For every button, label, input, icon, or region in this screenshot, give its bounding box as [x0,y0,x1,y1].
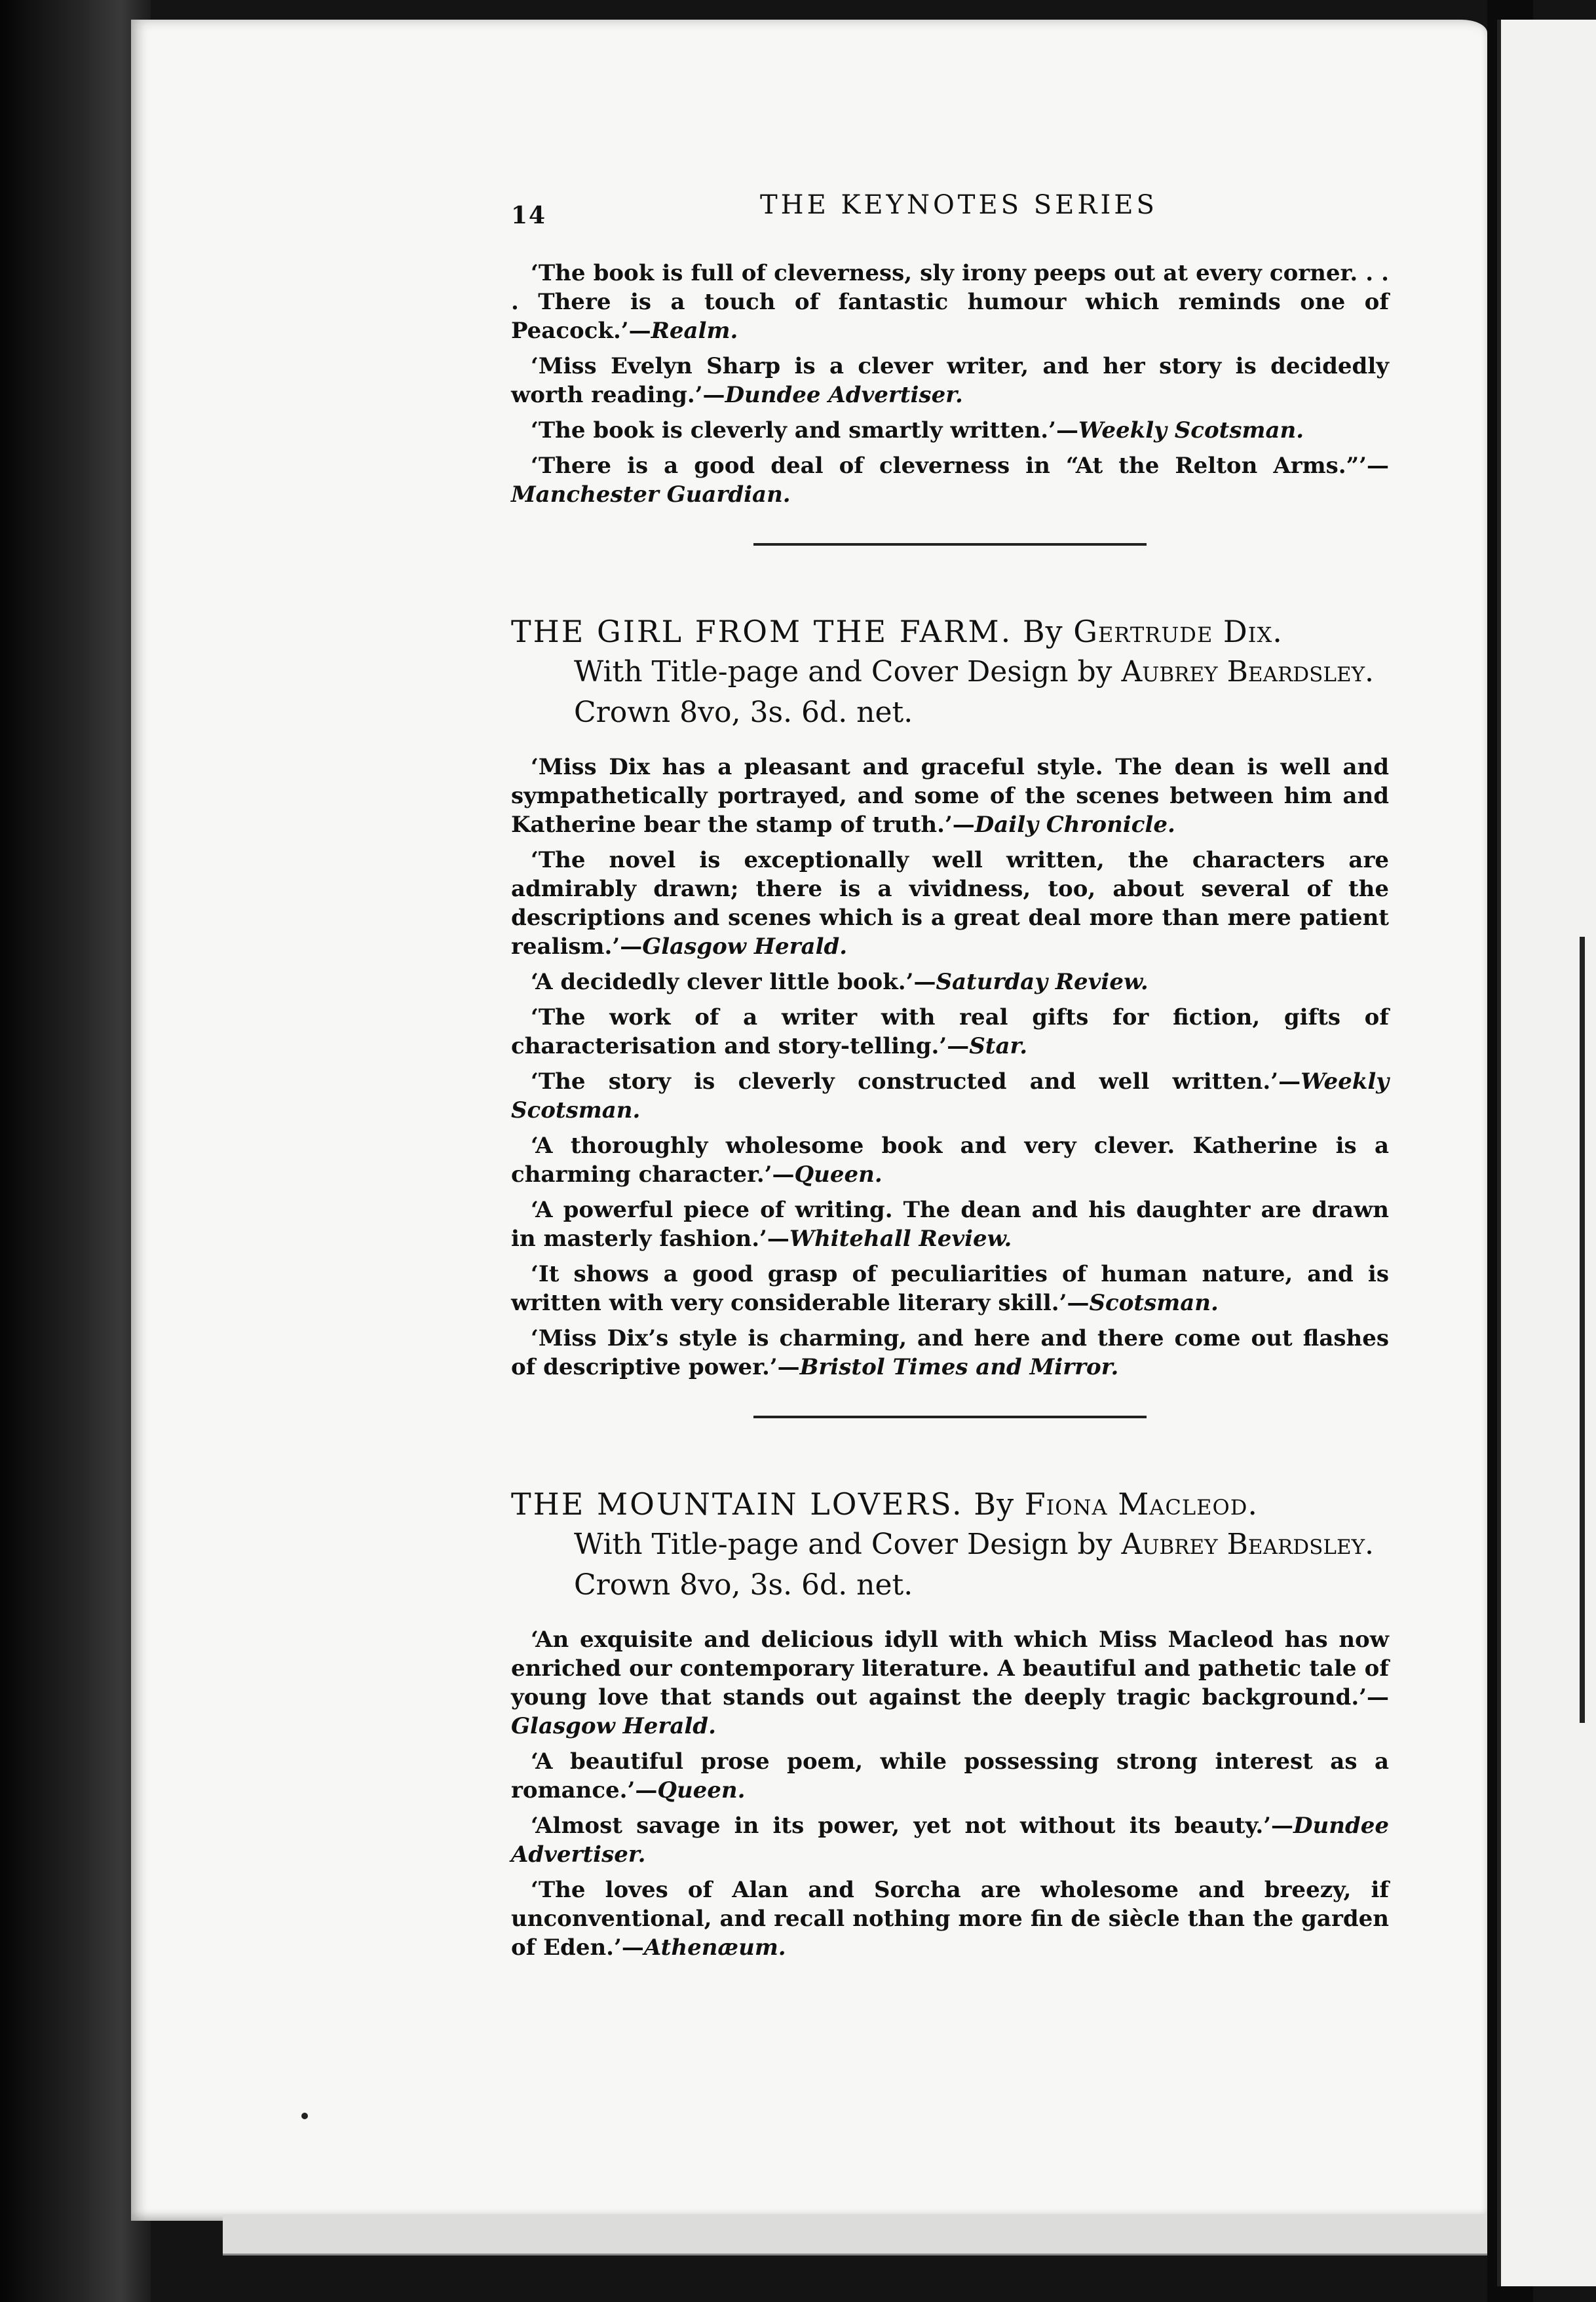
review-quote: ‘The book is cleverly and smartly written.’—Weekly Scotsman. [531,417,1304,443]
review-source: Saturday Review. [936,969,1149,995]
review-quote: ‘The novel is exceptionally well written, the characters are admirably drawn; there is a vividness, too, about several of the descriptions and scenes which is a great deal more than mere patient realism.’—Glasgow Herald. [511,847,1389,960]
book-author: Fiona Macleod. [1024,1486,1259,1522]
review-quote: ‘A beautiful prose poem, while possessing strong interest as a romance.’—Queen. [511,1748,1389,1803]
top-review-list [511,259,1389,509]
review-source: Whitehall Review. [789,1226,1012,1252]
review-source: Manchester Guardian. [511,481,791,508]
review-source: Star. [969,1033,1028,1059]
design-credit [511,1524,1389,1565]
review-quote: ‘Miss Dix’s style is charming, and here and there come out flashes of descriptive power.’—Bristol Times and Mirror. [511,1325,1389,1380]
book-format: Crown 8vo, 3s. 6d. net. [574,696,913,729]
design-credit-prefix: With Title-page and Cover Design by [574,655,1112,689]
review-source: Weekly Scotsman. [1078,417,1304,443]
review-source: Glasgow Herald. [642,934,848,960]
review-list [511,1625,1389,1962]
running-title: THE KEYNOTES SERIES [760,190,1158,220]
designer-name: Aubrey Beardsley. [1121,1528,1375,1561]
review-source: Glasgow Herald. [511,1713,716,1739]
review-source: Queen. [657,1777,746,1803]
book-entry [511,1484,1389,1962]
book-entry-title-line [511,611,1389,652]
book-entry-heading [511,611,1389,733]
book-format: Crown 8vo, 3s. 6d. net. [574,1568,913,1602]
book-entry-heading [511,1484,1389,1606]
review-quote: ‘A decidedly clever little book.’—Saturday Review. [531,969,1149,995]
section-divider [753,1416,1147,1418]
design-credit-prefix: With Title-page and Cover Design by [574,1528,1112,1561]
book-author: Gertrude Dix. [1073,614,1283,649]
page-number: 14 [511,202,547,229]
by-label: By [1022,614,1063,649]
review-source: Realm. [651,318,738,344]
book-entry [511,611,1389,1382]
review-source: Weekly Scotsman. [511,1068,1389,1123]
review-quote: ‘Miss Evelyn Sharp is a clever writer, and her story is decidedly worth reading.’—Dundee Advertiser. [511,353,1389,408]
review-quote: ‘There is a good deal of cleverness in “At the Relton Arms.”’—Manchester Guardian. [511,453,1389,508]
design-credit [511,652,1389,692]
book-title: THE MOUNTAIN LOVERS. [511,1486,964,1522]
page-bottom-edge [223,2214,1487,2255]
adjacent-page-edge [1497,20,1596,2286]
review-quote: ‘The work of a writer with real gifts for fiction, gifts of characterisation and story-telling.’—Star. [511,1004,1389,1059]
designer-name: Aubrey Beardsley. [1121,655,1375,689]
review-source: Athenæum. [643,1934,786,1961]
review-quote: ‘The story is cleverly constructed and well written.’—Weekly Scotsman. [511,1068,1389,1123]
book-title: THE GIRL FROM THE FARM. [511,614,1013,649]
review-quote: ‘Almost savage in its power, yet not without its beauty.’—Dundee Advertiser. [511,1813,1389,1868]
review-source: Dundee Advertiser. [725,382,963,408]
review-source: Dundee Advertiser. [511,1813,1389,1868]
book-entry-title-line [511,1484,1389,1524]
review-quote: ‘The loves of Alan and Sorcha are wholesome and breezy, if unconventional, and recall nothing more fin de siècle than the garden of Eden.’—Athenæum. [511,1877,1389,1961]
ink-speck [301,2113,308,2119]
section-divider [753,543,1147,546]
review-source: Scotsman. [1089,1290,1219,1316]
review-source: Bristol Times and Mirror. [799,1354,1119,1380]
review-source: Daily Chronicle. [974,812,1175,838]
review-quote: ‘A powerful piece of writing. The dean and his daughter are drawn in masterly fashion.’—Whitehall Review. [511,1197,1389,1252]
review-source: Queen. [794,1161,883,1188]
review-quote: ‘An exquisite and delicious idyll with which Miss Macleod has now enriched our contemporary literature. A beautiful and pathetic tale of young love that stands out against the deeply tragic background.’—Glasgow Herald. [511,1627,1389,1739]
review-quote: ‘The book is full of cleverness, sly irony peeps out at every corner. . . . There is a touch of fantastic humour which reminds one of Peacock.’—Realm. [511,260,1389,344]
adjacent-page-rule [1580,937,1585,1723]
review-quote: ‘It shows a good grasp of peculiarities of human nature, and is written with very considerable literary skill.’—Scotsman. [511,1261,1389,1316]
review-quote: ‘Miss Dix has a pleasant and graceful style. The dean is well and sympathetically portrayed, and some of the scenes between him and Katherine bear the stamp of truth.’—Daily Chronicle. [511,754,1389,838]
by-label: By [974,1486,1015,1522]
review-list [511,753,1389,1382]
page-header [511,190,1389,229]
review-quote: ‘A thoroughly wholesome book and very clever. Katherine is a charming character.’—Queen. [511,1133,1389,1188]
scan-left-shadow [0,0,151,2302]
page-content [511,259,1389,1969]
